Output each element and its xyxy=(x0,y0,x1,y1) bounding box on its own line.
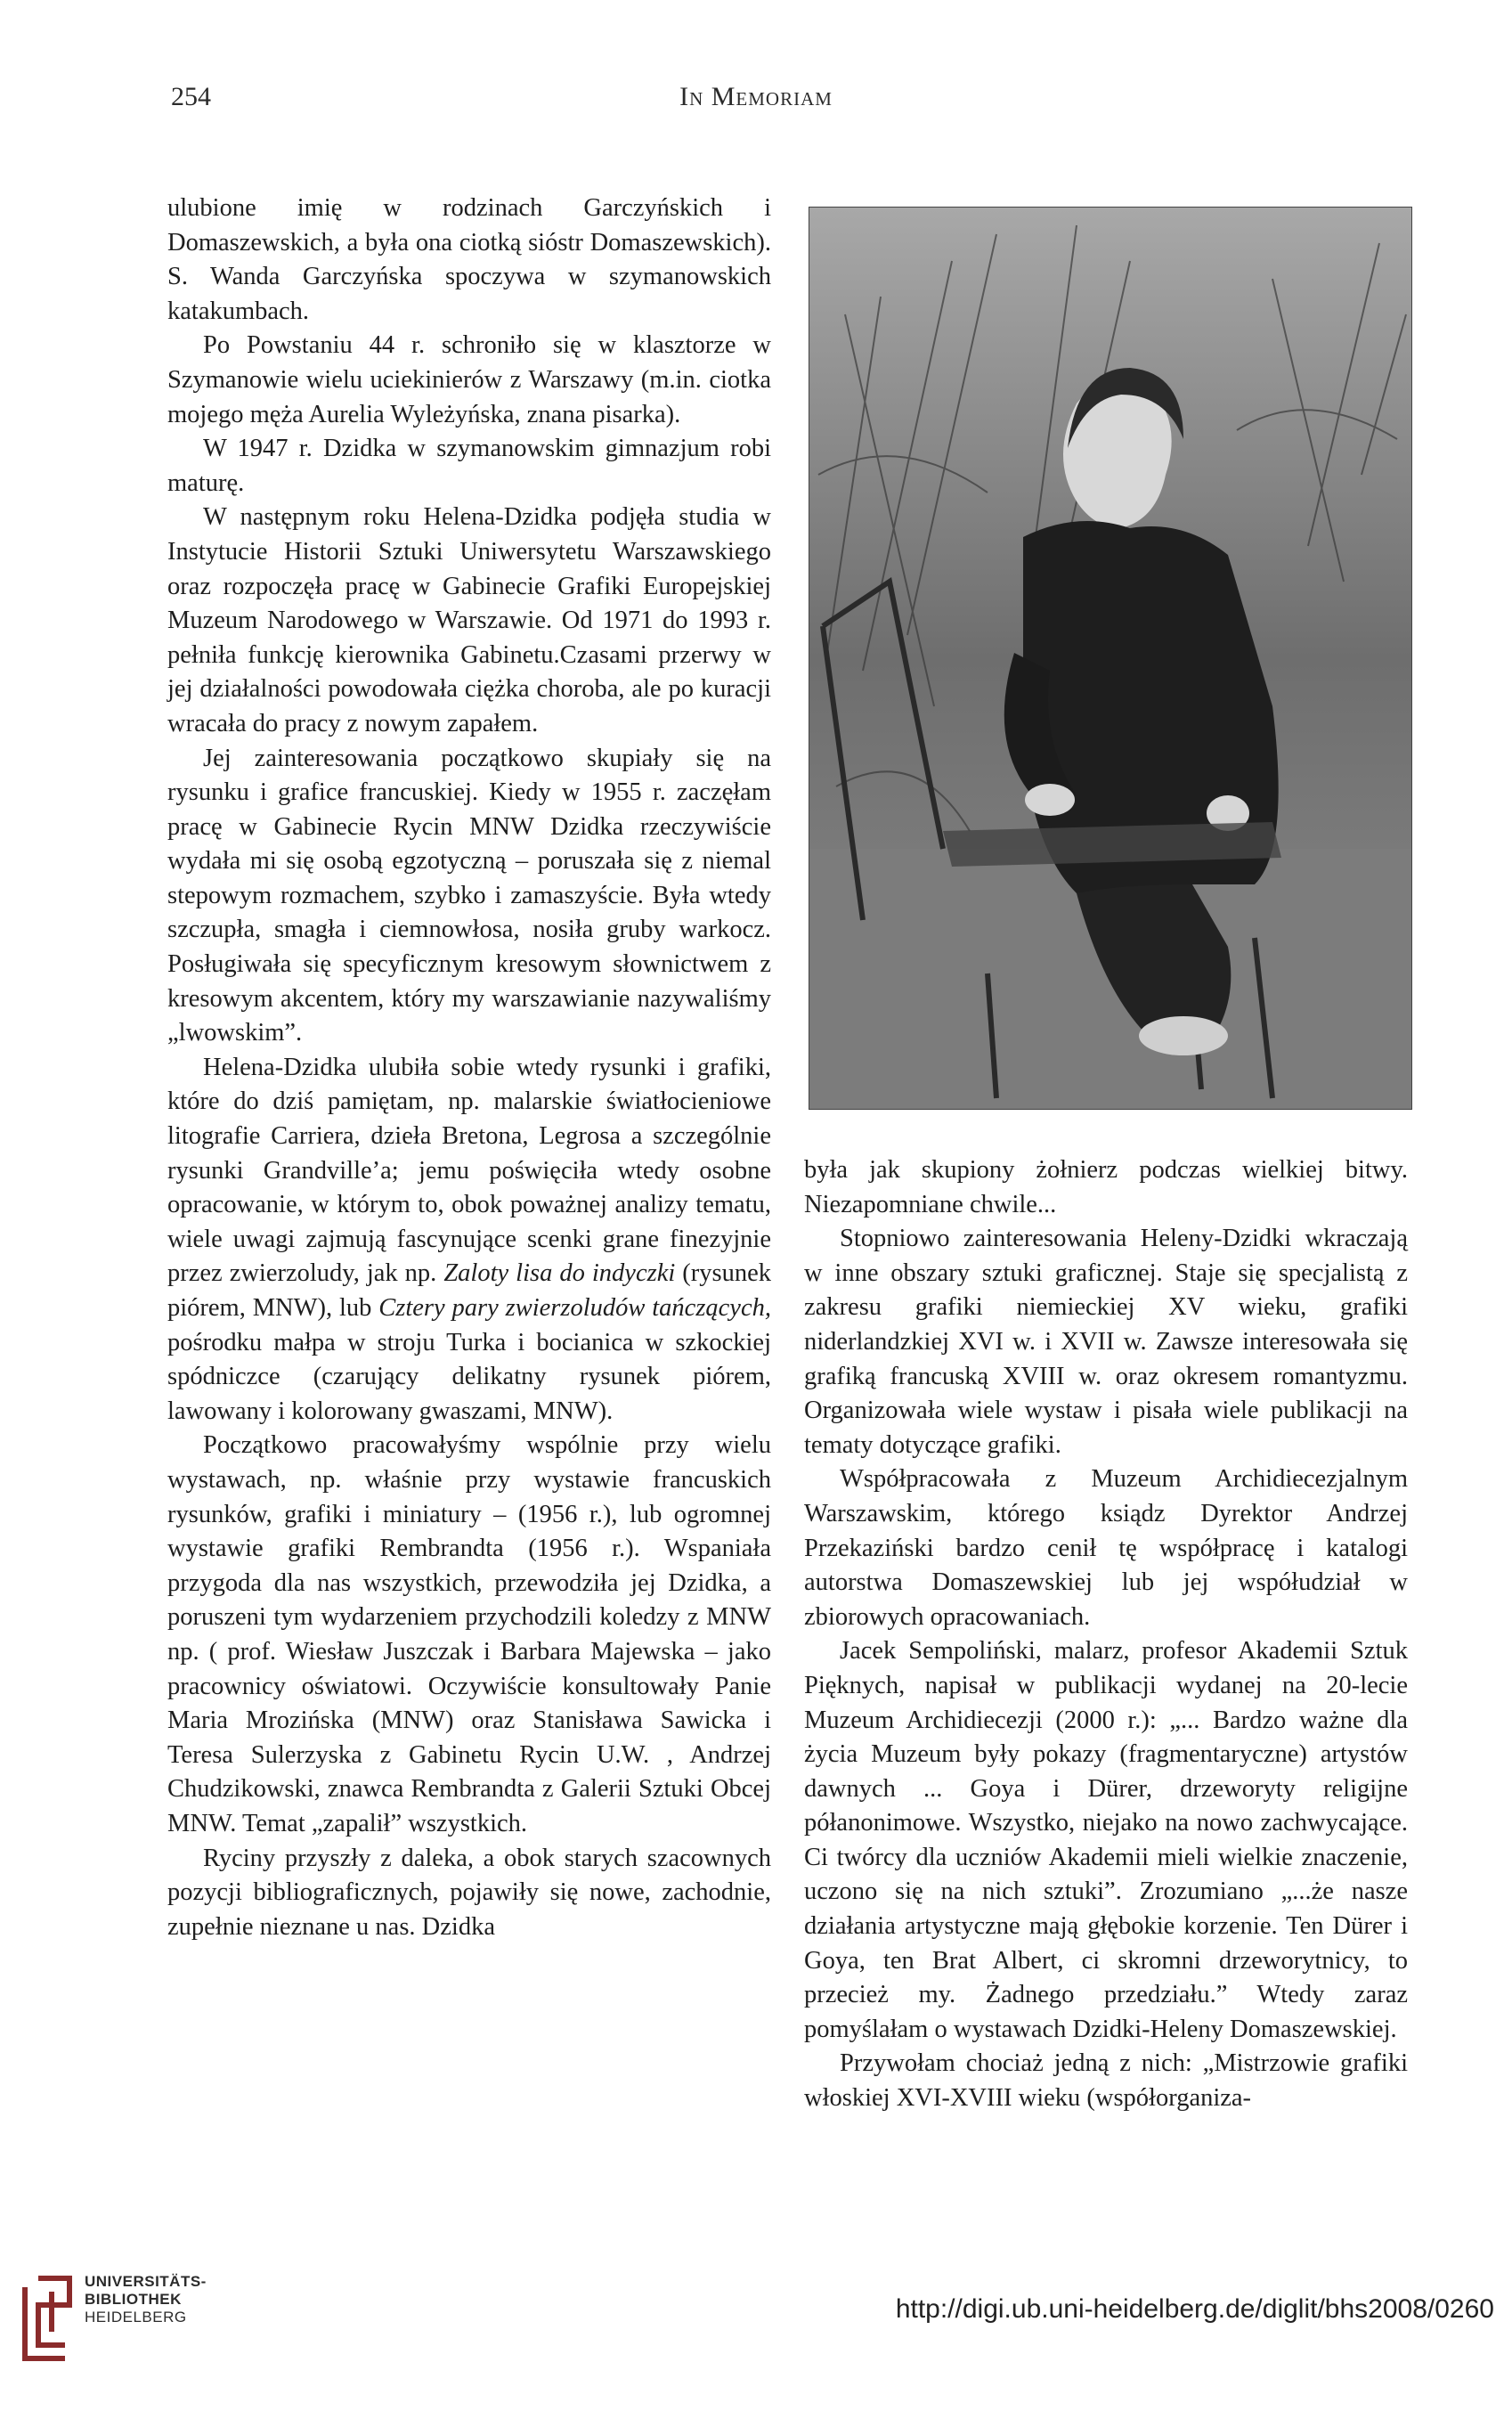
portrait-photo xyxy=(809,207,1412,1110)
paragraph-text: pośrodku małpa w stroju Turka i bocianica w szkockiej spódniczce (czarujący delikatny rysunek piórem, lawowany i kolorowany gwaszami, MNW). xyxy=(167,1328,771,1425)
artwork-title: Cztery pary zwierzoludów tańczących, xyxy=(378,1294,771,1322)
paragraph: Jej zainteresowania początkowo skupiały się na rysunku i grafice francuskiej. Kiedy w 1955 r. zaczęłam pracę w Gabinecie Rycin MNW Dzidka rzeczywiście wydała mi się osobą egzotyczną – poruszała się z niemal stepowym rozmachem, szybko i zamaszyście. Była wtedy szczupła, smagła i ciemnowłosa, nosiła gruby warkocz. Posługiwała się specyficznym kresowym słownictwem z kresowym akcentem, który my warszawianie nazywaliśmy „lwowskim”. xyxy=(167,744,771,1047)
paragraph-text: Helena-Dzidka ulubiła sobie wtedy rysunki i grafiki, które do dziś pamiętam, np. malarskie światłocieniowe litografie Carriera, dzieła Bretona, Legrosa a szczególnie rysunki Grandville’a; jemu poświęciła wtedy osobne opracowanie, w którym to, obok poważnej analizy tematu, wiele uwagi zajmują fascynujące scenki grane finezyjnie przez zwierzoludy, jak np. xyxy=(167,1053,771,1288)
paragraph: Jacek Sempoliński, malarz, profesor Akademii Sztuk Pięknych, napisał w publikacji wydanej na 20-lecie Muzeum Archidiecezji (2000 r.): „... Bardzo ważne dla życia Muzeum były pokazy (fragmentaryczne) artystów dawnych ... Goya i Dürer, drzeworyty religijne półanonimowe. Wszystko, niejako na nowo zachwycające. Ci twórcy dla uczniów Akademii mieli wielkie znaczenie, uczono się na nich sztuki”. Zrozumiano „...że nasze działania artystyczne mają głębokie korzenie. Ten Dürer i Goya, ten Brat Albert, ci skromni drzeworytnicy, to przecież my. Żadnego przedziału.” Wtedy zaraz pomyślałam o wystawach Dzidki-Heleny Domaszewskiej. xyxy=(804,1637,1408,2043)
paragraph: Po Powstaniu 44 r. schroniło się w klasztorze w Szymanowie wielu uciekinierów z Warszawy (m.in. ciotka mojego męża Aurelia Wyleżyńska, znana pisarka). xyxy=(167,331,771,428)
paragraph: W 1947 r. Dzidka w szymanowskim gimnazjum robi maturę. xyxy=(167,435,771,497)
paragraph xyxy=(167,1051,771,1429)
source-url-link[interactable]: http://digi.ub.uni-heidelberg.de/diglit/bhs2008/0260 xyxy=(895,2294,1494,2324)
library-name xyxy=(85,2273,207,2326)
paragraph: Ryciny przyszły z daleka, a obok starych szacownych pozycji bibliograficznych, pojawiły się nowe, zachodnie, zupełnie nieznane u nas. Dzidka xyxy=(167,1844,771,1941)
paragraph-text: (rysunek piórem, MNW), lub xyxy=(167,1259,772,1322)
artwork-title: Zaloty lisa do indyczki xyxy=(443,1259,676,1288)
paragraph: Stopniowo zainteresowania Heleny-Dzidki wkraczają w inne obszary sztuki graficznej. Staje się specjalistą z zakresu grafiki niemieckiej XV wieku, grafiki niderlandzkiej XVI w. i XVII w. Zawsze interesowała się grafiką francuską XVIII w. oraz okresem romantyzmu. Organizowała wiele wystaw i pisała wiele publikacji na tematy dotyczące grafiki. xyxy=(804,1225,1408,1459)
paragraph: była jak skupiony żołnierz podczas wielkiej bitwy. Niezapomniane chwile... xyxy=(804,1156,1408,1218)
paragraph: W następnym roku Helena-Dzidka podjęła studia w Instytucie Historii Sztuki Uniwersytetu Warszawskiego oraz rozpoczęła pracę w Gabinecie Grafiki Europejskiej Muzeum Narodowego w Warszawie. Od 1971 do 1993 r. pełniła funkcję kierownika Gabinetu.Czasami przerwy w jej działalności powodowała ciężka choroba, ale po kuracji wracała do pracy z nowym zapałem. xyxy=(167,503,771,737)
paragraph: Współpracowała z Muzeum Archidiecezjalnym Warszawskim, którego ksiądz Dyrektor Andrzej Przekaziński bardzo cenił tę współpracę i katalogi autorstwa Domaszewskiej lub jej współudział w zbiorowych opracowaniach. xyxy=(804,1465,1408,1631)
library-name-line: UNIVERSITÄTS- xyxy=(85,2273,207,2290)
paragraph: ulubione imię w rodzinach Garczyńskich i Domaszewskich, a była ona ciotką sióstr Domaszewskich). S. Wanda Garczyńska spoczywa w szymanowskich katakumbach. xyxy=(167,194,771,325)
paragraph: Początkowo pracowałyśmy wspólnie przy wielu wystawach, np. właśnie przy wystawie francuskich rysunków, grafiki i miniatury – (1956 r.), lub ogromnej wystawie grafiki Rembrandta (1956 r.). Wspaniała przygoda dla nas wszystkich, przewodziła jej Dzidka, a poruszeni tym wydarzeniem przychodzili koledzy z MNW np. ( prof. Wiesław Juszczak i Barbara Majewska – jako pracownicy oświatowi. Oczywiście konsultowały Panie Maria Mrozińska (MNW) oraz Stanisława Sawicka i Teresa Sulerzyska z Gabinetu Rycin U.W. , Andrzej Chudzikowski, znawca Rembrandta z Galerii Sztuki Obcej MNW. Temat „zapalił” wszystkich. xyxy=(167,1431,771,1837)
right-text-column xyxy=(804,1153,1408,2116)
running-head: In Memoriam xyxy=(679,82,833,111)
library-name-line: HEIDELBERG xyxy=(85,2309,187,2325)
left-text-column xyxy=(167,191,771,1944)
library-name-line: BIBLIOTHEK xyxy=(85,2291,182,2308)
page-number: 254 xyxy=(171,82,211,111)
paragraph: Przywołam chociaż jedną z nich: „Mistrzowie grafiki włoskiej XVI-XVIII wieku (współorganiza- xyxy=(804,2049,1408,2113)
